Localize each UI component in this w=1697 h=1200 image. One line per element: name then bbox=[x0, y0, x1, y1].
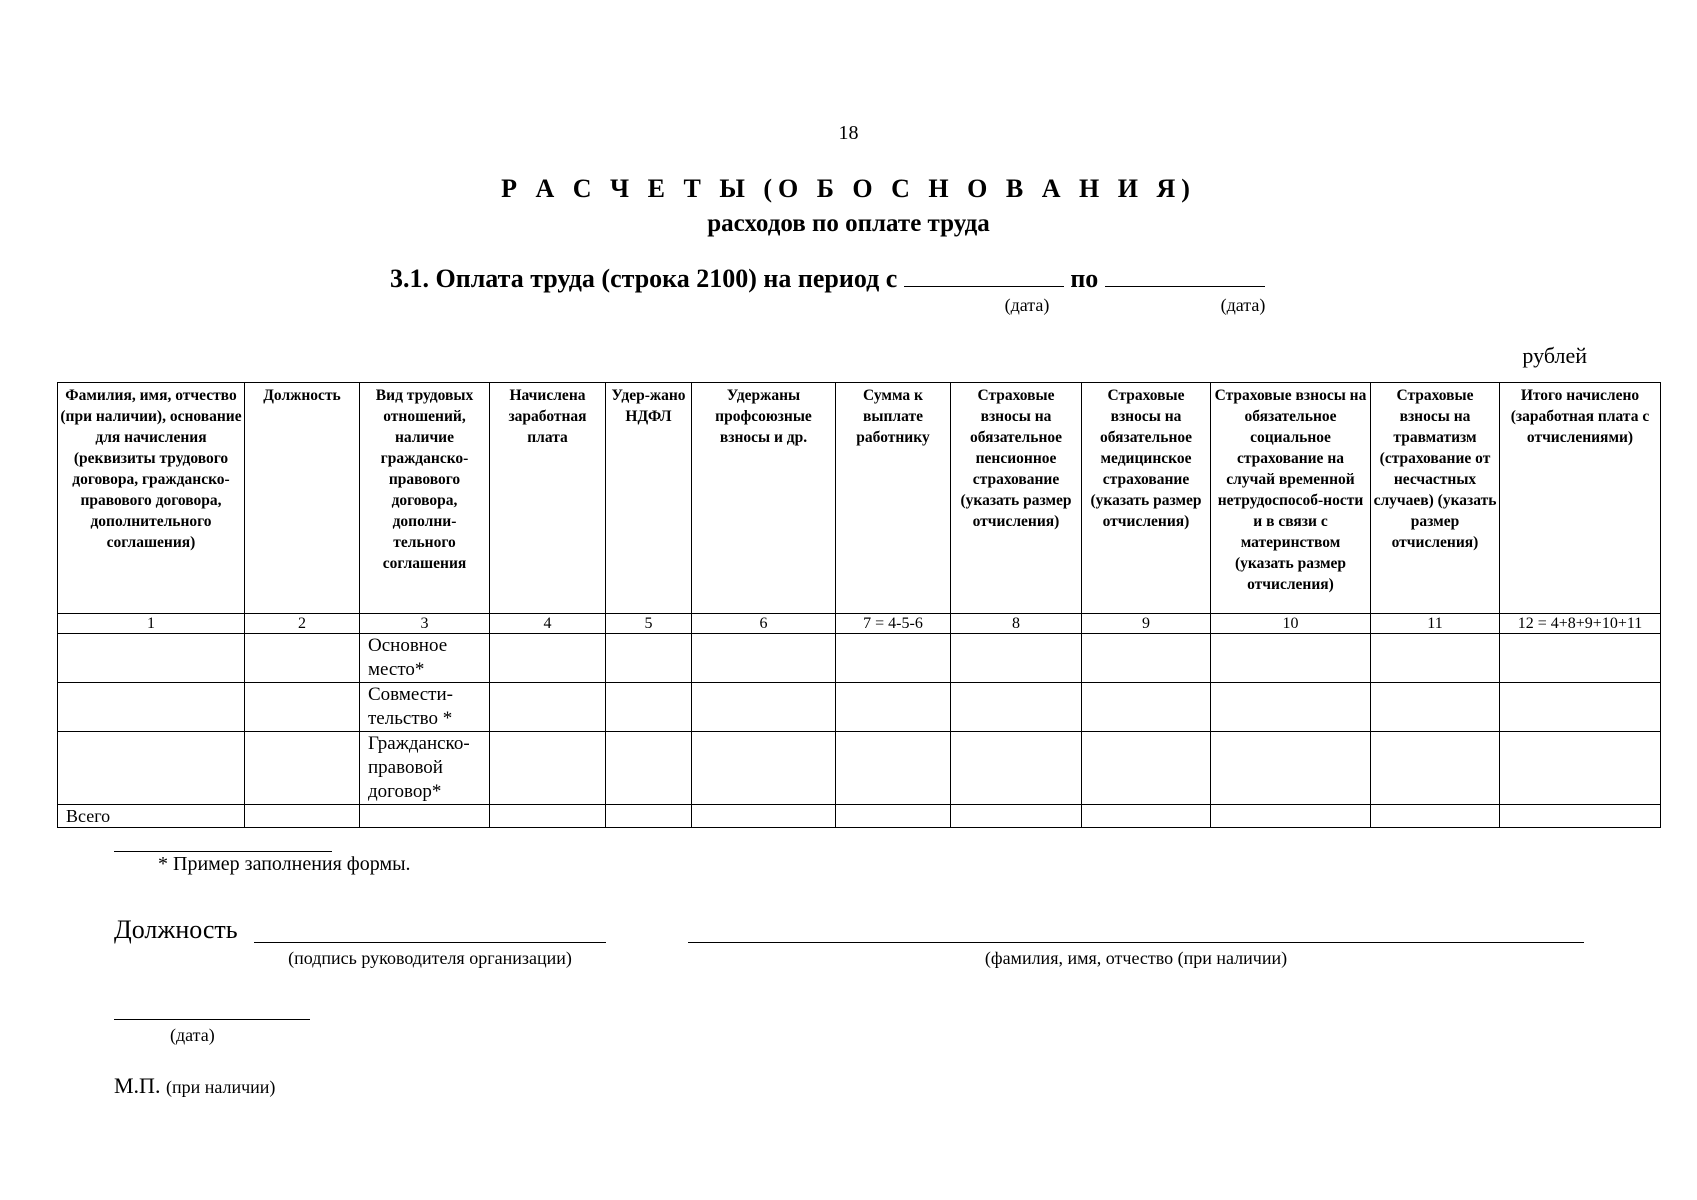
table-cell bbox=[1082, 634, 1211, 683]
table-cell bbox=[245, 683, 360, 732]
signature-line bbox=[254, 942, 606, 943]
column-number: 1 bbox=[58, 614, 245, 634]
table-cell bbox=[1500, 683, 1661, 732]
total-label: Всего bbox=[58, 805, 245, 828]
table-cell bbox=[836, 732, 951, 805]
table-cell bbox=[245, 732, 360, 805]
table-cell bbox=[1371, 634, 1500, 683]
table-cell bbox=[1082, 732, 1211, 805]
date-line bbox=[114, 1019, 310, 1020]
document-subtitle: расходов по оплате труда bbox=[707, 210, 990, 237]
section-heading bbox=[390, 262, 1265, 294]
column-number: 3 bbox=[360, 614, 490, 634]
column-number: 8 bbox=[951, 614, 1082, 634]
full-name-line bbox=[688, 942, 1584, 943]
header-cell: Вид трудовых отношений, наличие гражданско-правового договора, дополни-тельного соглашения bbox=[360, 383, 490, 614]
period-start-blank bbox=[904, 262, 1064, 287]
currency-unit: рублей bbox=[1522, 343, 1587, 368]
table-cell bbox=[490, 732, 606, 805]
table-cell bbox=[1500, 634, 1661, 683]
table-cell bbox=[692, 683, 836, 732]
column-number: 11 bbox=[1371, 614, 1500, 634]
section-heading-text: 3.1. Оплата труда (строка 2100) на период с bbox=[390, 264, 898, 293]
total-row bbox=[58, 805, 1661, 828]
full-name-caption: (фамилия, имя, отчество (при наличии) bbox=[984, 948, 1288, 968]
column-number-row bbox=[58, 614, 1661, 634]
employment-kind: Гражданско-правовой договор* bbox=[360, 732, 490, 805]
table-cell bbox=[836, 805, 951, 828]
table-cell bbox=[245, 634, 360, 683]
column-number: 7 = 4-5-6 bbox=[836, 614, 951, 634]
header-cell: Страховые взносы на обязательное медицинское страхование (указать размер отчисления) bbox=[1082, 383, 1211, 614]
page-number: 18 bbox=[838, 122, 859, 144]
table-cell bbox=[692, 805, 836, 828]
header-cell: Страховые взносы на травматизм (страхование от несчастных случаев) (указать размер отчисления) bbox=[1371, 383, 1500, 614]
table-cell bbox=[1371, 805, 1500, 828]
table-cell bbox=[1371, 732, 1500, 805]
header-cell: Удер-жано НДФЛ bbox=[606, 383, 692, 614]
table-cell bbox=[1500, 805, 1661, 828]
table-cell bbox=[606, 683, 692, 732]
period-start-caption: (дата) bbox=[1004, 295, 1050, 315]
table-cell bbox=[606, 732, 692, 805]
payroll-table bbox=[57, 382, 1661, 828]
date-caption: (дата) bbox=[170, 1025, 215, 1045]
header-cell: Должность bbox=[245, 383, 360, 614]
header-row bbox=[58, 383, 1661, 614]
position-label: Должность bbox=[114, 915, 238, 944]
table-row bbox=[58, 683, 1661, 732]
table-cell bbox=[951, 732, 1082, 805]
table-cell bbox=[1211, 805, 1371, 828]
header-cell: Фамилия, имя, отчество (при наличии), основание для начисления (реквизиты трудового договора, гражданско-правового договора, дополнительного соглашения) bbox=[58, 383, 245, 614]
table-cell bbox=[606, 805, 692, 828]
table-cell bbox=[58, 732, 245, 805]
table-cell bbox=[360, 805, 490, 828]
header-cell: Сумма к выплате работнику bbox=[836, 383, 951, 614]
table-cell bbox=[951, 805, 1082, 828]
table-row bbox=[58, 732, 1661, 805]
table-cell bbox=[836, 634, 951, 683]
table-cell bbox=[58, 683, 245, 732]
table-cell bbox=[1211, 634, 1371, 683]
stamp-place bbox=[114, 1073, 275, 1099]
column-number: 4 bbox=[490, 614, 606, 634]
document-title: Р А С Ч Е Т Ы (О Б О С Н О В А Н И Я) bbox=[501, 174, 1196, 203]
column-number: 5 bbox=[606, 614, 692, 634]
table-cell bbox=[1211, 683, 1371, 732]
table-cell bbox=[1500, 732, 1661, 805]
employment-kind: Совмести-тельство * bbox=[360, 683, 490, 732]
table-cell bbox=[58, 634, 245, 683]
table-cell bbox=[836, 683, 951, 732]
stamp-label: М.П. bbox=[114, 1073, 161, 1098]
column-number: 2 bbox=[245, 614, 360, 634]
column-number: 12 = 4+8+9+10+11 bbox=[1500, 614, 1661, 634]
column-number: 6 bbox=[692, 614, 836, 634]
header-cell: Итого начислено (заработная плата с отчислениями) bbox=[1500, 383, 1661, 614]
table-cell bbox=[951, 683, 1082, 732]
table-cell bbox=[490, 683, 606, 732]
footnote: * Пример заполнения формы. bbox=[158, 853, 411, 875]
header-cell: Удержаны профсоюзные взносы и др. bbox=[692, 383, 836, 614]
period-end-caption: (дата) bbox=[1220, 295, 1266, 315]
table-cell bbox=[1082, 683, 1211, 732]
table-cell bbox=[490, 805, 606, 828]
table-cell bbox=[606, 634, 692, 683]
stamp-note: (при наличии) bbox=[165, 1077, 276, 1097]
table-cell bbox=[692, 634, 836, 683]
table-cell bbox=[245, 805, 360, 828]
signature-caption: (подпись руководителя организации) bbox=[288, 948, 572, 968]
table-cell bbox=[490, 634, 606, 683]
table-cell bbox=[692, 732, 836, 805]
table-cell bbox=[951, 634, 1082, 683]
column-number: 9 bbox=[1082, 614, 1211, 634]
table-row bbox=[58, 634, 1661, 683]
footnote-divider bbox=[114, 851, 332, 852]
column-number: 10 bbox=[1211, 614, 1371, 634]
section-to-text: по bbox=[1070, 264, 1099, 293]
header-cell: Страховые взносы на обязательное пенсионное страхование (указать размер отчисления) bbox=[951, 383, 1082, 614]
header-cell: Страховые взносы на обязательное социальное страхование на случай временной нетрудоспособ-ности и в связи с материнством (указать размер отчисления) bbox=[1211, 383, 1371, 614]
employment-kind: Основное место* bbox=[360, 634, 490, 683]
table-cell bbox=[1082, 805, 1211, 828]
table-cell bbox=[1211, 732, 1371, 805]
header-cell: Начислена заработная плата bbox=[490, 383, 606, 614]
table-cell bbox=[1371, 683, 1500, 732]
period-end-blank bbox=[1105, 262, 1265, 287]
